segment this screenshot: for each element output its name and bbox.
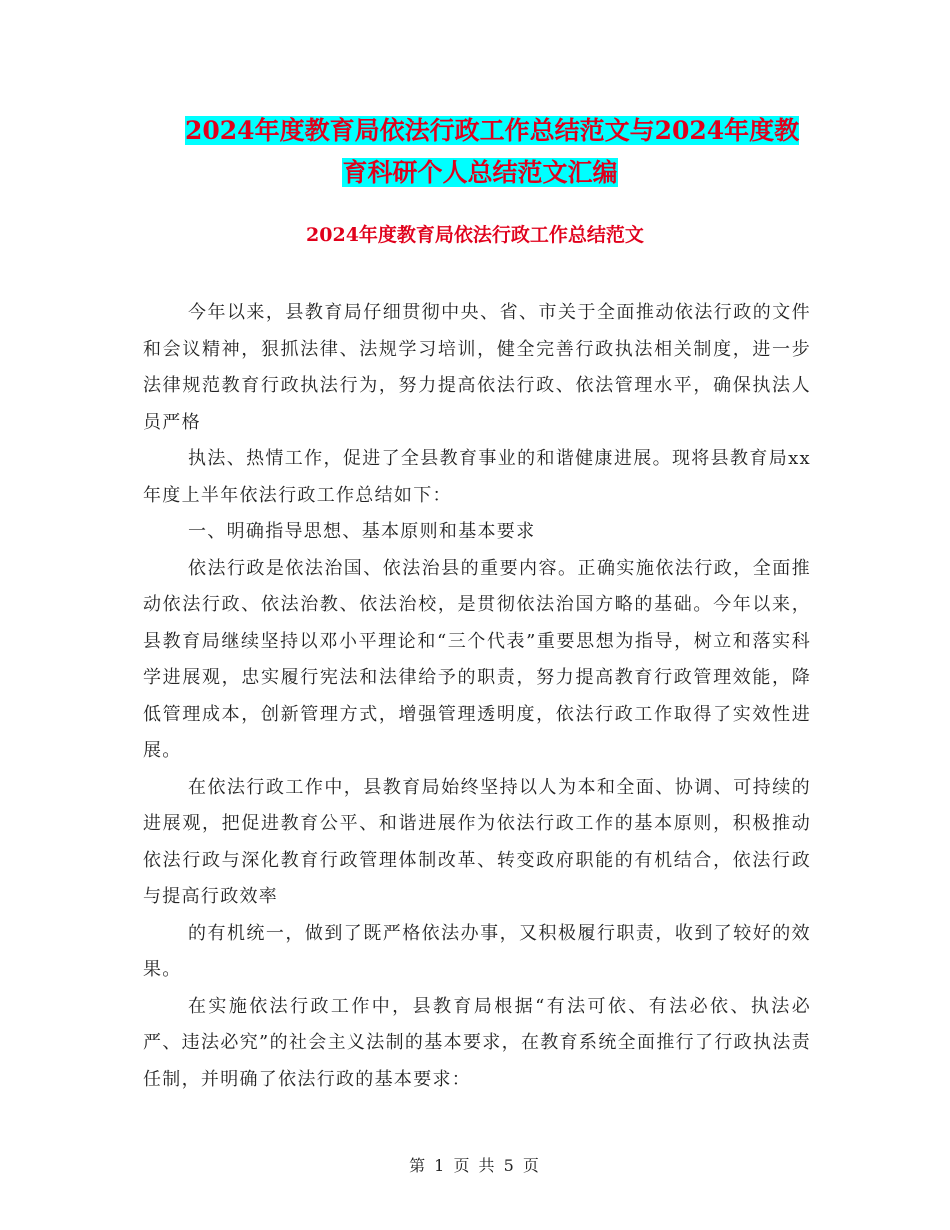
document-body bbox=[143, 295, 811, 1098]
paragraph: 执法、热情工作，促进了全县教育事业的和谐健康进展。现将县教育局xx年度上半年依法行政工作总结如下： bbox=[143, 448, 811, 506]
title-line-2: 育科研个人总结范文汇编 bbox=[342, 158, 618, 187]
title-line-1: 2024年度教育局依法行政工作总结范文与2024年度教 bbox=[185, 116, 800, 145]
paragraph: 依法行政是依法治国、依法治县的重要内容。正确实施依法行政，全面推动依法行政、依法治教、依法治校，是贯彻依法治国方略的基础。今年以来，县教育局继续坚持以邓小平理论和“三个代表”重要思想为指导，树立和落实科学进展观，忠实履行宪法和法律给予的职责，努力提高教育行政管理效能，降低管理成本，创新管理方式，增强管理透明度，依法行政工作取得了实效性进展。 bbox=[143, 557, 811, 761]
paragraph: 在实施依法行政工作中，县教育局根据“有法可依、有法必依、执法必严、违法必究”的社会主义法制的基本要求，在教育系统全面推行了行政执法责任制，并明确了依法行政的基本要求： bbox=[143, 995, 811, 1090]
section-heading: 2024年度教育局依法行政工作总结范文 bbox=[306, 224, 644, 246]
document-title bbox=[140, 110, 820, 194]
paragraph: 的有机统一，做到了既严格依法办事，又积极履行职责，收到了较好的效果。 bbox=[143, 922, 811, 980]
paragraph: 一、明确指导思想、基本原则和基本要求 bbox=[188, 521, 536, 542]
page-footer: 第 1 页 共 5 页 bbox=[409, 1156, 541, 1175]
paragraph: 在依法行政工作中，县教育局始终坚持以人为本和全面、协调、可持续的进展观，把促进教育公平、和谐进展作为依法行政工作的基本原则，积极推动依法行政与深化教育行政管理体制改革、转变政府职能的有机结合，依法行政与提高行政效率 bbox=[143, 776, 811, 907]
paragraph: 今年以来，县教育局仔细贯彻中央、省、市关于全面推动依法行政的文件和会议精神，狠抓法律、法规学习培训，健全完善行政执法相关制度，进一步法律规范教育行政执法行为，努力提高依法行政、依法管理水平，确保执法人员严格 bbox=[143, 302, 811, 433]
